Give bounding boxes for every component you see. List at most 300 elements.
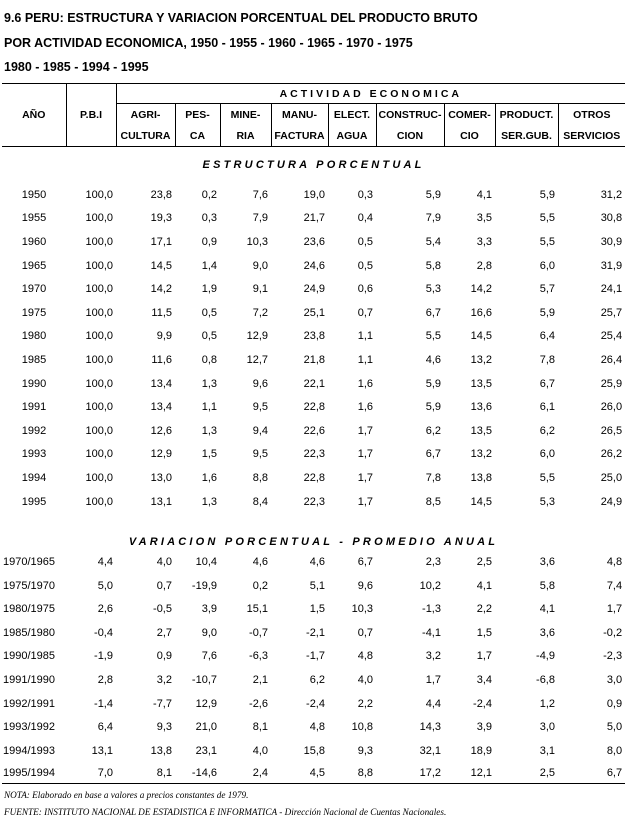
table-cell: 1,2 [539,697,555,710]
table-cell: 1,6 [201,471,217,484]
table-cell: 100,0 [85,424,113,437]
table-cell: 0,2 [201,188,217,201]
table-cell: -19,9 [191,579,217,592]
table-cell: 5,8 [425,259,441,272]
row-label: 1970 [21,283,47,296]
table-cell: 11,5 [151,306,172,319]
table-row [2,183,625,207]
row-label: 1994 [21,471,47,484]
table-row [2,207,625,231]
table-row [2,598,625,622]
table-row [2,645,625,669]
table-cell: 9,1 [252,283,268,296]
table-cell: 5,9 [539,306,555,319]
header-activity-col-2-line-1: MINE- [220,104,271,126]
table-cell: 13,8 [470,471,492,484]
table-cell: 16,6 [470,306,492,319]
header-activity-col-3-line-1: MANU- [271,104,328,126]
table-cell: 6,7 [539,377,555,390]
row-label: 1955 [21,212,47,225]
table-cell: 2,5 [495,763,558,784]
table-cell: 19,0 [303,188,325,201]
table-cell: 12,9 [246,330,268,343]
table-cell: 9,4 [252,424,268,437]
table-cell: 3,2 [425,650,441,663]
table-cell: 2,5 [476,556,492,569]
table-cell: 10,2 [419,579,441,592]
table-cell: 0,7 [156,579,172,592]
table-cell: 14,5 [150,259,172,272]
table-cell: 3,9 [476,721,492,734]
section-title-structure: ESTRUCTURA PORCENTUAL [202,159,425,171]
table-cell: 4,1 [476,188,492,201]
header-activity-col-0-line-1: AGRI- [116,104,175,126]
table-cell: 14,5 [470,495,492,508]
table-cell: 5,8 [539,579,555,592]
table-cell: 100,0 [85,330,113,343]
table-cell: 10,8 [351,721,373,734]
table-cell: 5,9 [425,401,441,414]
table-row [2,621,625,645]
table-cell: 1,3 [201,424,217,437]
table-cell: 100,0 [85,495,113,508]
table-cell: 5,1 [309,579,325,592]
table-cell: 6,7 [558,763,625,784]
table-cell: 23,1 [195,744,217,757]
table-cell: -0,4 [94,626,113,639]
table-cell: -2,3 [603,650,623,663]
table-title-line-3: 1980 - 1985 - 1994 - 1995 [4,60,149,74]
table-cell: 100,0 [85,377,113,390]
row-label: 1965 [21,259,47,272]
table-row [2,763,625,784]
table-cell: -2,4 [306,697,325,710]
table-cell: -4,9 [536,650,555,663]
header-activity-col-2-line-2: RIA [220,125,271,147]
header-pbi: P.B.I [66,84,116,147]
table-cell: 1,3 [201,495,217,508]
table-cell: 4,0 [252,744,268,757]
table-cell: 4,6 [252,556,268,569]
table-cell: 23,8 [150,188,172,201]
table-cell: 5,7 [539,283,555,296]
table-cell: 32,1 [419,744,441,757]
table-cell: 24,1 [600,283,623,296]
table-row [2,254,625,278]
table-cell: 22,8 [303,401,325,414]
table-cell: 8,0 [606,744,623,757]
header-activity-col-1-line-1: PES- [175,104,220,126]
table-cell: 13,4 [150,401,172,414]
table-cell: 5,5 [539,471,555,484]
table-cell: 7,6 [252,188,268,201]
row-label: 1992/1991 [3,697,55,710]
table-cell: -2,4 [473,697,492,710]
table-cell: 6,1 [539,401,555,414]
table-cell: 1,7 [476,650,492,663]
table-cell: -1,9 [94,650,113,663]
table-cell: 8,4 [252,495,268,508]
row-label: 1995/1994 [2,763,66,784]
table-cell: 14,2 [470,283,492,296]
table-cell: 4,0 [357,674,373,687]
table-cell: 22,1 [303,377,325,390]
table-cell: -6,3 [249,650,268,663]
table-cell: 1,4 [201,259,217,272]
table-cell: 1,7 [606,603,623,616]
table-cell: 5,9 [539,188,555,201]
table-cell: 4,4 [425,697,441,710]
table-row [2,550,625,574]
table-cell: 14,2 [150,283,172,296]
header-activity-col-8-line-2: SERVICIOS [558,125,625,147]
table-cell: 8,1 [116,763,175,784]
table-cell: 5,0 [97,579,113,592]
header-activity-col-3-line-2: FACTURA [271,125,328,147]
table-cell: 6,0 [539,259,555,272]
table-cell: 26,2 [600,448,623,461]
header-activity-col-7-line-2: SER.GUB. [495,125,558,147]
table-cell: 9,3 [156,721,172,734]
table-cell: 100,0 [85,283,113,296]
table-cell: 1,1 [357,330,373,343]
row-label: 1975 [21,306,47,319]
row-label: 1985/1980 [3,626,55,639]
table-cell: 2,7 [156,626,172,639]
table-cell: 12,1 [444,763,495,784]
table-cell: 0,3 [357,188,373,201]
table-cell: 4,8 [357,650,373,663]
table-cell: 13,0 [150,471,172,484]
table-cell: 14,5 [470,330,492,343]
table-cell: 4,6 [309,556,325,569]
table-title-line-1: 9.6 PERU: ESTRUCTURA Y VARIACION PORCENTUAL DEL PRODUCTO BRUTO [4,11,478,25]
table-cell: 0,5 [201,330,217,343]
table-cell: 6,7 [425,306,441,319]
table-cell: 11,6 [151,353,172,366]
table-cell: 4,6 [425,353,441,366]
table-cell: 7,2 [252,306,268,319]
table-cell: 6,4 [539,330,555,343]
table-cell: 25,7 [600,306,623,319]
table-cell: 0,2 [252,579,268,592]
table-row [2,715,625,739]
table-cell: 3,0 [606,674,623,687]
table-cell: 3,3 [476,235,492,248]
row-label: 1994/1993 [3,744,55,757]
table-cell: 6,7 [425,448,441,461]
table-cell: 2,8 [97,674,113,687]
table-cell: 9,9 [156,330,172,343]
table-cell: 100,0 [85,401,113,414]
table-row [2,443,625,467]
table-cell: 4,1 [539,603,555,616]
table-cell: 6,2 [309,674,325,687]
row-label: 1980 [21,330,47,343]
table-cell: 13,8 [150,744,172,757]
table-cell: 1,5 [201,448,217,461]
table-cell: 1,1 [357,353,373,366]
table-row [2,490,625,514]
table-cell: 3,4 [476,674,492,687]
table-cell: 13,1 [91,744,113,757]
table-cell: 1,1 [201,401,217,414]
table-cell: -2,6 [249,697,268,710]
table-cell: 21,7 [303,212,325,225]
table-row [2,739,625,763]
table-cell: 8,5 [425,495,441,508]
table-cell: 4,0 [156,556,172,569]
header-activity-col-8-line-1: OTROS [558,104,625,126]
header-year: AÑO [2,84,66,147]
table-cell: 1,5 [476,626,492,639]
table-cell: 5,5 [539,235,555,248]
gdp-structure-table [2,83,625,784]
table-cell: -7,7 [153,697,172,710]
table-cell: 8,1 [252,721,268,734]
table-cell: 7,9 [425,212,441,225]
header-activity-col-4-line-1: ELECT. [328,104,376,126]
table-row [2,574,625,598]
table-cell: 13,2 [470,353,492,366]
table-cell: 17,1 [150,235,172,248]
table-cell: 100,0 [85,188,113,201]
table-cell: 0,9 [606,697,623,710]
table-cell: 6,4 [97,721,113,734]
header-activity-col-6-line-1: COMER- [444,104,495,126]
table-cell: 3,9 [201,603,217,616]
header-activity-col-7-line-1: PRODUCT. [495,104,558,126]
table-cell: 1,7 [357,471,373,484]
table-row [2,348,625,372]
row-label: 1995 [21,495,47,508]
table-cell: 3,0 [539,721,555,734]
table-cell: 2,3 [425,556,441,569]
header-activity-col-6-line-2: CIO [444,125,495,147]
row-label: 1990/1985 [3,650,55,663]
table-cell: 1,6 [357,377,373,390]
table-cell: 26,5 [600,424,623,437]
table-cell: 26,0 [600,401,623,414]
table-cell: 24,6 [303,259,325,272]
table-cell: 30,8 [600,212,623,225]
table-cell: 4,8 [606,556,623,569]
table-cell: 0,6 [357,283,373,296]
table-cell: 30,9 [600,235,623,248]
table-cell: 4,8 [309,721,325,734]
table-cell: 6,0 [539,448,555,461]
table-cell: 3,2 [156,674,172,687]
table-cell: 4,5 [271,763,328,784]
table-cell: 2,8 [476,259,492,272]
table-cell: 100,0 [85,212,113,225]
table-cell: 2,1 [252,674,268,687]
header-activity-col-1-line-2: CA [175,125,220,147]
table-cell: -4,1 [422,626,441,639]
table-cell: 0,7 [357,626,373,639]
table-row [2,325,625,349]
table-cell: -0,7 [249,626,268,639]
table-cell: 10,3 [246,235,268,248]
table-cell: 12,9 [150,448,172,461]
table-cell: 0,8 [201,353,217,366]
table-cell: 13,4 [150,377,172,390]
table-cell: 5,9 [425,188,441,201]
table-cell: 100,0 [85,448,113,461]
table-title-line-2: POR ACTIVIDAD ECONOMICA, 1950 - 1955 - 1960 - 1965 - 1970 - 1975 [4,36,413,50]
table-cell: 0,5 [357,235,373,248]
table-row [2,692,625,716]
table-cell: -14,6 [175,763,220,784]
table-cell: 3,5 [476,212,492,225]
table-row [2,466,625,490]
table-row [2,668,625,692]
table-cell: 18,9 [470,744,492,757]
table-cell: 0,5 [357,259,373,272]
table-body [2,147,625,784]
row-label: 1993 [21,448,47,461]
table-row [2,301,625,325]
table-cell: 22,6 [303,424,325,437]
table-cell: -10,7 [191,674,217,687]
table-cell: 8,8 [252,471,268,484]
table-cell: -1,3 [422,603,441,616]
table-cell: 25,9 [600,377,623,390]
table-cell: 5,5 [539,212,555,225]
table-cell: 3,1 [539,744,555,757]
table-cell: 0,9 [156,650,172,663]
table-cell: -1,4 [94,697,113,710]
table-cell: 9,5 [252,448,268,461]
table-cell: 10,4 [195,556,217,569]
table-cell: 2,4 [220,763,271,784]
table-cell: -6,8 [536,674,555,687]
table-cell: 15,8 [303,744,325,757]
table-cell: 4,4 [97,556,113,569]
row-label: 1992 [21,424,47,437]
table-cell: 3,6 [539,556,555,569]
table-cell: 9,5 [252,401,268,414]
table-cell: 5,4 [425,235,441,248]
table-cell: 0,3 [201,212,217,225]
table-row [2,395,625,419]
table-cell: 1,7 [357,448,373,461]
table-cell: 13,6 [470,401,492,414]
table-cell: 1,7 [425,674,441,687]
table-cell: 10,3 [351,603,373,616]
table-cell: 25,4 [600,330,623,343]
table-cell: 2,2 [357,697,373,710]
table-cell: 14,3 [419,721,441,734]
table-cell: 7,6 [201,650,217,663]
table-cell: 19,3 [150,212,172,225]
table-cell: 12,9 [195,697,217,710]
table-cell: 31,2 [600,188,623,201]
table-cell: 31,9 [600,259,623,272]
table-cell: 17,2 [376,763,444,784]
table-cell: 6,7 [357,556,373,569]
table-cell: 9,6 [357,579,373,592]
table-cell: -2,1 [306,626,325,639]
table-cell: 22,3 [303,448,325,461]
table-cell: -1,7 [306,650,325,663]
table-cell: 3,6 [539,626,555,639]
table-cell: 4,1 [476,579,492,592]
row-label: 1970/1965 [3,556,55,569]
table-cell: 21,0 [195,721,217,734]
header-activity: ACTIVIDAD ECONOMICA [116,84,625,104]
table-cell: 0,4 [357,212,373,225]
row-label: 1991/1990 [3,674,55,687]
table-cell: 24,9 [303,283,325,296]
table-cell: 7,8 [425,471,441,484]
table-cell: 8,8 [328,763,376,784]
table-cell: 7,8 [539,353,555,366]
table-cell: 12,6 [150,424,172,437]
header-activity-col-5-line-2: CION [376,125,444,147]
table-cell: 6,2 [425,424,441,437]
table-cell: 13,5 [470,377,492,390]
table-cell: 12,7 [246,353,268,366]
header-activity-col-4-line-2: AGUA [328,125,376,147]
table-cell: 1,6 [357,401,373,414]
table-cell: 0,7 [357,306,373,319]
row-label: 1991 [21,401,47,414]
table-cell: 100,0 [85,306,113,319]
table-row [2,372,625,396]
table-cell: 13,5 [470,424,492,437]
table-cell: 5,3 [539,495,555,508]
footnote-nota: NOTA: Elaborado en base a valores a precios constantes de 1979. [4,790,249,800]
table-cell: -0,2 [603,626,623,639]
header-activity-col-0-line-2: CULTURA [116,125,175,147]
table-cell: 7,4 [606,579,623,592]
table-cell: 100,0 [85,235,113,248]
table-cell: 2,6 [97,603,113,616]
table-cell: 26,4 [600,353,623,366]
table-cell: 22,3 [303,495,325,508]
table-cell: 9,0 [252,259,268,272]
table-cell: 100,0 [85,259,113,272]
row-label: 1950 [21,188,47,201]
table-cell: 22,8 [303,471,325,484]
table-cell: 24,9 [600,495,623,508]
row-label: 1990 [21,377,47,390]
row-label: 1975/1970 [3,579,55,592]
table-cell: 0,5 [201,306,217,319]
table-cell: 2,2 [476,603,492,616]
table-cell: 23,8 [303,330,325,343]
footnote-fuente: FUENTE: INSTITUTO NACIONAL DE ESTADISTICA E INFORMATICA - Dirección Nacional de Cuentas Nacionales. [4,807,447,817]
table-cell: 5,0 [606,721,623,734]
table-cell: 21,8 [303,353,325,366]
table-cell: 9,0 [201,626,217,639]
table-cell: 1,3 [201,377,217,390]
table-cell: 5,3 [425,283,441,296]
table-header [2,84,625,147]
table-row [2,277,625,301]
table-cell: 7,0 [66,763,116,784]
table-cell: 9,6 [252,377,268,390]
table-cell: 13,2 [470,448,492,461]
table-cell: 1,7 [357,424,373,437]
table-cell: 1,5 [309,603,325,616]
section-title-variation: VARIACION PORCENTUAL - PROMEDIO ANUAL [128,536,499,549]
table-cell: 100,0 [85,353,113,366]
row-label: 1985 [21,353,47,366]
table-cell: 15,1 [246,603,268,616]
table-cell: 0,9 [201,235,217,248]
